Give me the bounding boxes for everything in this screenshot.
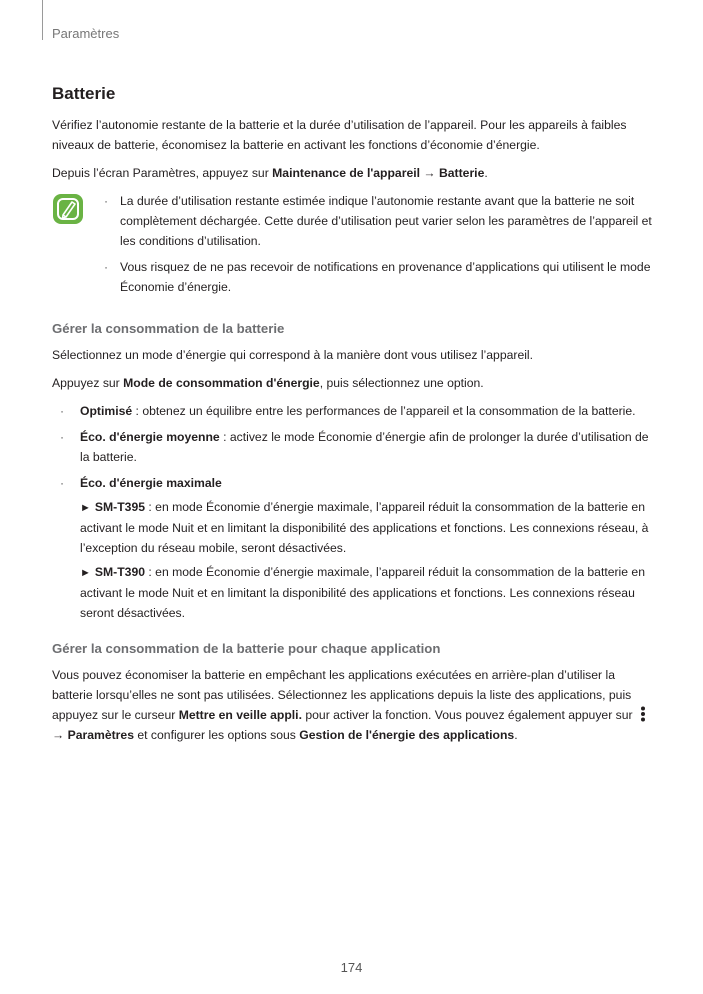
note-item: · Vous risquez de ne pas recevoir de notifications en provenance d’applications qui utilisent le mode Économie d’énergie.	[102, 257, 652, 297]
section1-instruction: Appuyez sur Mode de consommation d'énergie, puis sélectionnez une option.	[52, 376, 484, 390]
triangle-icon: ►	[80, 567, 91, 579]
triangle-icon: ►	[80, 502, 91, 514]
intro-path: Depuis l’écran Paramètres, appuyez sur Maintenance de l'appareil → Batterie.	[52, 166, 488, 180]
model-note: ► SM-T390 : en mode Économie d’énergie maximale, l’appareil réduit la consommation de la batterie en activant le mode Nuit et en limitant la disponibilité des applications et fonctions. Les connexions réseau seront désactivées.	[80, 565, 645, 620]
option-item: · Éco. d'énergie maximale ► SM-T395 : en mode Économie d’énergie maximale, l’appareil réduit la consommation de la batterie en activant le mode Nuit et en limitant la disponibilité des applications et fonctions. Les connexions réseau, à l’exception du réseau mobile, seront désactivées. ► SM-T390 : en mode Économie d’énergie maximale, l’appareil réduit la consommation de la batterie en activant le mode Nuit et en limitant la disponibilité des applications et fonctions. Les connexions réseau seront désactivées.	[52, 473, 652, 623]
page-content	[52, 84, 652, 753]
note-list	[102, 191, 652, 303]
menu-gestion-energie: Gestion de l'énergie des applications	[299, 728, 515, 742]
section-heading: Gérer la consommation de la batterie	[52, 321, 285, 336]
section-heading: Gérer la consommation de la batterie pour chaque application	[52, 641, 441, 656]
option-item: · Éco. d'énergie moyenne : activez le mode Économie d’énergie afin de prolonger la durée d’utilisation de la batterie.	[52, 427, 652, 467]
menu-maintenance: Maintenance de l'appareil	[272, 166, 420, 180]
header-rule	[42, 0, 43, 40]
menu-veille: Mettre en veille appli.	[178, 708, 302, 722]
intro-paragraph: Vérifiez l’autonomie restante de la batterie et la durée d’utilisation de l’appareil. Pour les appareils à faibles niveaux de batterie, économisez la batterie en activant les fonctions d’économie d’énergie.	[52, 118, 627, 152]
section2-paragraph: Vous pouvez économiser la batterie en empêchant les applications exécutées en arrière-plan d’utiliser la batterie lorsqu’elles ne sont pas utilisées. Sélectionnez les applications depuis la liste des applications, puis appuyez sur le curseur Mettre en veille appli. pour activer la fonction. Vous pouvez également appuyer sur → Paramètres et configurer les options sous Gestion de l'énergie des applications.	[52, 665, 652, 745]
page-number: 174	[340, 960, 363, 975]
note-item: · La durée d’utilisation restante estimée indique l’autonomie restante avant que la batterie ne soit complètement déchargée. Cette durée d’utilisation peut varier selon les paramètres de l’appareil et les conditions d’utilisation.	[102, 191, 652, 251]
option-list	[52, 401, 652, 623]
page-title: Batterie	[52, 84, 116, 103]
section-header: Paramètres	[52, 26, 120, 41]
menu-parametres: Paramètres	[67, 728, 134, 742]
menu-batterie: Batterie	[438, 166, 485, 180]
option-item: · Optimisé : obtenez un équilibre entre les performances de l’appareil et la consommation de la batterie.	[52, 401, 652, 421]
note-box	[52, 191, 652, 303]
more-options-icon	[638, 706, 648, 722]
menu-mode-energie: Mode de consommation d'énergie	[123, 376, 320, 390]
section1-paragraph: Sélectionnez un mode d’énergie qui correspond à la manière dont vous utilisez l’appareil.	[52, 348, 534, 362]
note-pencil-icon	[52, 193, 84, 225]
model-note: ► SM-T395 : en mode Économie d’énergie maximale, l’appareil réduit la consommation de la batterie en activant le mode Nuit et en limitant la disponibilité des applications et fonctions. Les connexions réseau, à l’exception du réseau mobile, seront désactivées.	[80, 500, 649, 555]
